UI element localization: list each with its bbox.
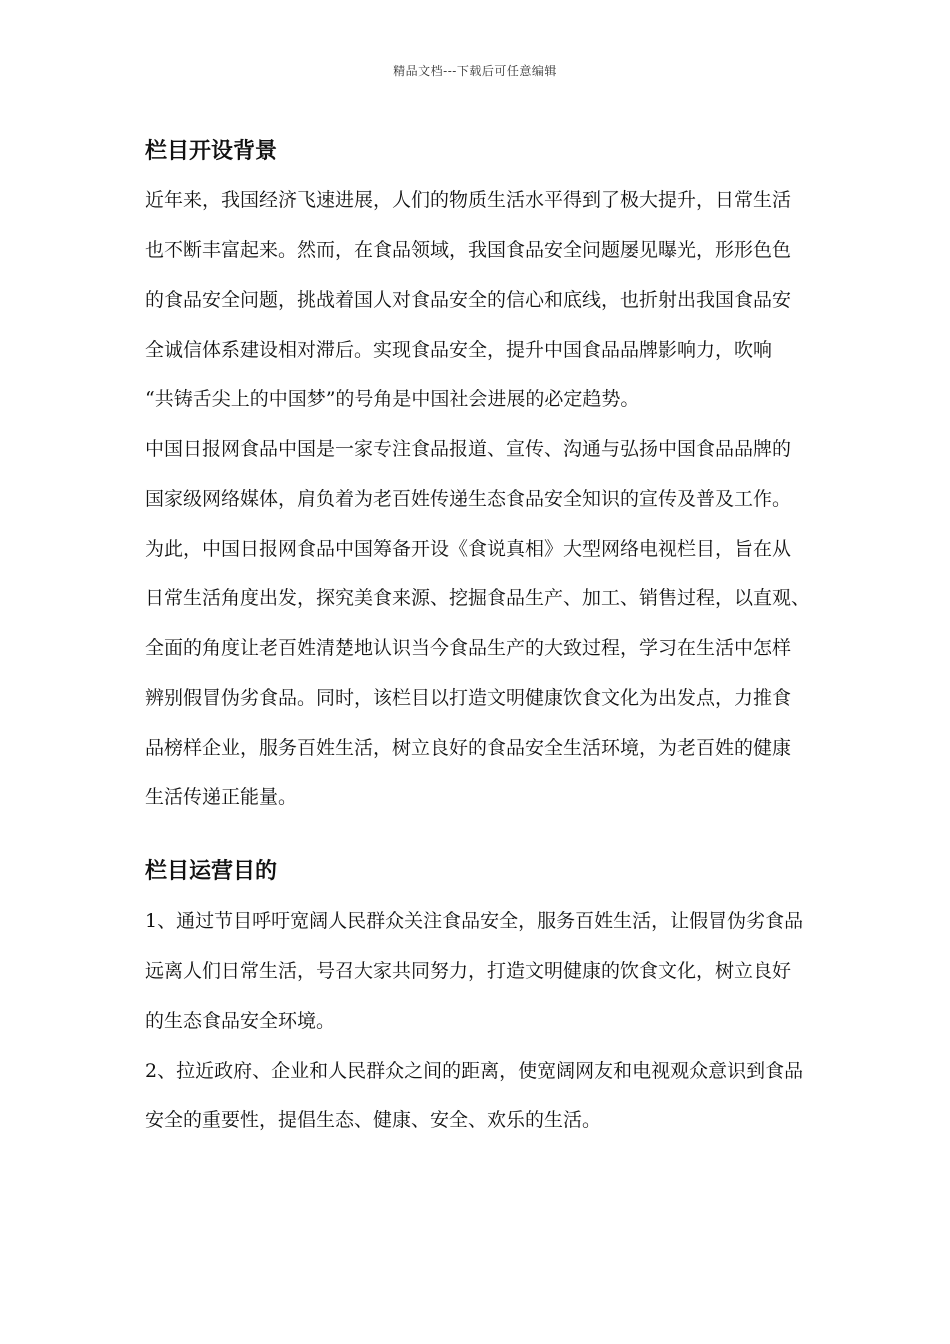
- paragraph-line: 的食品安全问题，挑战着国人对食品安全的信心和底线，也折射出我国食品安: [145, 289, 792, 311]
- paragraph-line: 日常生活角度出发，探究美食来源、挖掘食品生产、加工、销售过程，以直观、: [145, 587, 811, 609]
- paragraph-line: 为此，中国日报网食品中国筹备开设《食说真相》大型网络电视栏目，旨在从: [145, 538, 792, 560]
- paragraph-line: 的生态食品安全环境。: [145, 1010, 336, 1032]
- paragraph-line: 品榜样企业，服务百姓生活，树立良好的食品安全生活环境，为老百姓的健康: [145, 737, 792, 759]
- paragraph-line: 近年来，我国经济飞速进展，人们的物质生活水平得到了极大提升，日常生活: [145, 189, 792, 211]
- paragraph-line: 1、通过节目呼吁宽阔人民群众关注食品安全，服务百姓生活，让假冒伪劣食品: [145, 910, 804, 932]
- paragraph-line: 辨别假冒伪劣食品。同时，该栏目以打造文明健康饮食文化为出发点，力推食: [145, 687, 792, 709]
- paragraph-line: 中国日报网食品中国是一家专注食品报道、宣传、沟通与弘扬中国食品品牌的: [145, 438, 792, 460]
- paragraph-line: 也不断丰富起来。然而，在食品领域，我国食品安全问题屡见曝光，形形色色: [145, 239, 792, 261]
- paragraph-line: 国家级网络媒体，肩负着为老百姓传递生态食品安全知识的宣传及普及工作。: [145, 488, 792, 510]
- paragraph-line: 全面的角度让老百姓清楚地认识当今食品生产的大致过程，学习在生活中怎样: [145, 637, 792, 659]
- paragraph-line: 生活传递正能量。: [145, 786, 298, 808]
- paragraph-line: 远离人们日常生活，号召大家共同努力，打造文明健康的饮食文化，树立良好: [145, 960, 792, 982]
- paragraph-line: 全诚信体系建设相对滞后。实现食品安全，提升中国食品品牌影响力，吹响: [145, 339, 773, 361]
- paragraph-line: 安全的重要性，提倡生态、健康、安全、欢乐的生活。: [145, 1109, 602, 1131]
- section-heading-background: 栏目开设背景: [145, 138, 278, 164]
- page-header: 精品文档---下载后可任意编辑: [393, 64, 557, 78]
- section-heading-purpose: 栏目运营目的: [145, 858, 278, 884]
- paragraph-line: 2、拉近政府、企业和人民群众之间的距离，使宽阔网友和电视观众意识到食品: [145, 1060, 804, 1082]
- paragraph-line: “共铸舌尖上的中国梦”的号角是中国社会进展的必定趋势。: [145, 388, 640, 410]
